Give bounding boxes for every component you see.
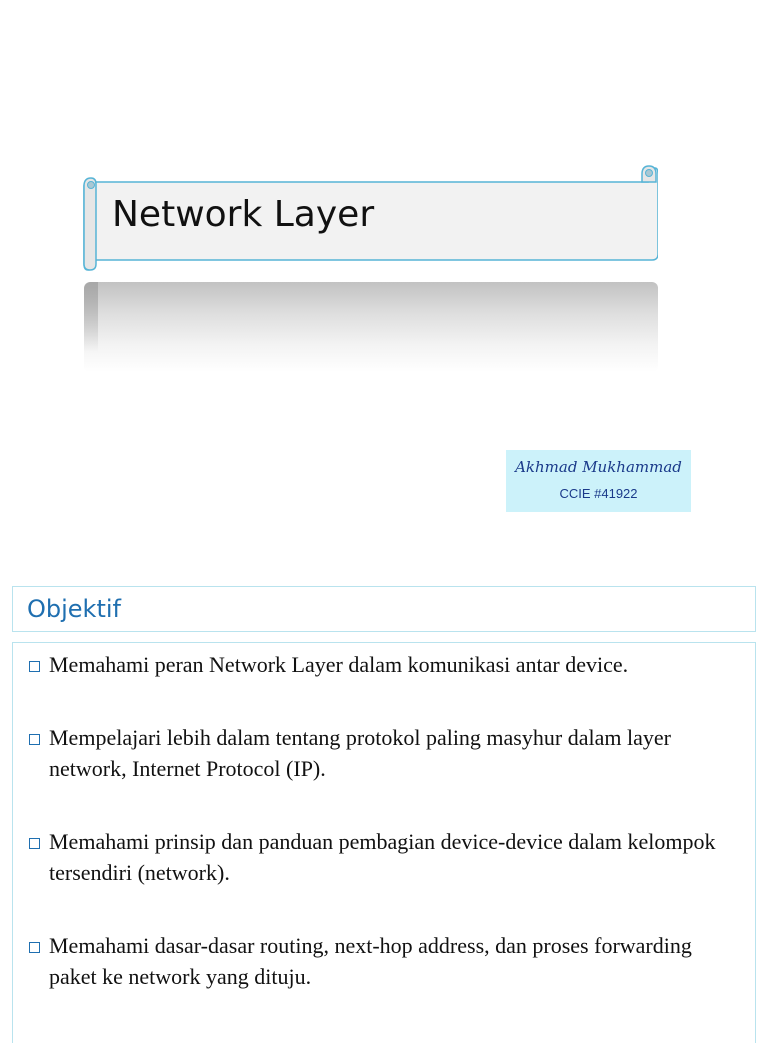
author-box	[506, 450, 691, 512]
title-scroll-banner	[82, 164, 658, 272]
objective-text: Memahami dasar-dasar routing, next-hop address, dan proses forwarding paket ke network yang dituju.	[49, 933, 692, 989]
author-certification: CCIE #41922	[559, 486, 638, 501]
objective-list	[29, 649, 741, 992]
objective-text: Memahami prinsip dan panduan pembagian device-device dalam kelompok tersendiri (network).	[49, 829, 716, 885]
square-bullet-icon	[29, 734, 40, 745]
objectives-slide	[0, 584, 768, 1024]
square-bullet-icon	[29, 838, 40, 849]
square-bullet-icon	[29, 942, 40, 953]
square-bullet-icon	[29, 661, 40, 672]
objective-item	[29, 722, 741, 784]
heading-box	[12, 586, 756, 632]
objective-item	[29, 930, 741, 992]
slide-title: Network Layer	[112, 194, 375, 235]
slide-separator	[0, 560, 768, 584]
objective-item	[29, 649, 741, 680]
objective-text: Mempelajari lebih dalam tentang protokol paling masyhur dalam layer network, Internet Protocol (IP).	[49, 725, 671, 781]
section-heading: Objektif	[27, 595, 121, 623]
title-reflection	[84, 282, 658, 372]
objective-text: Memahami peran Network Layer dalam komunikasi antar device.	[49, 652, 629, 677]
author-name: Akhmad Mukhammad	[515, 458, 682, 476]
objective-item	[29, 826, 741, 888]
reflection-roll-edge	[84, 282, 98, 352]
content-box	[12, 642, 756, 1043]
